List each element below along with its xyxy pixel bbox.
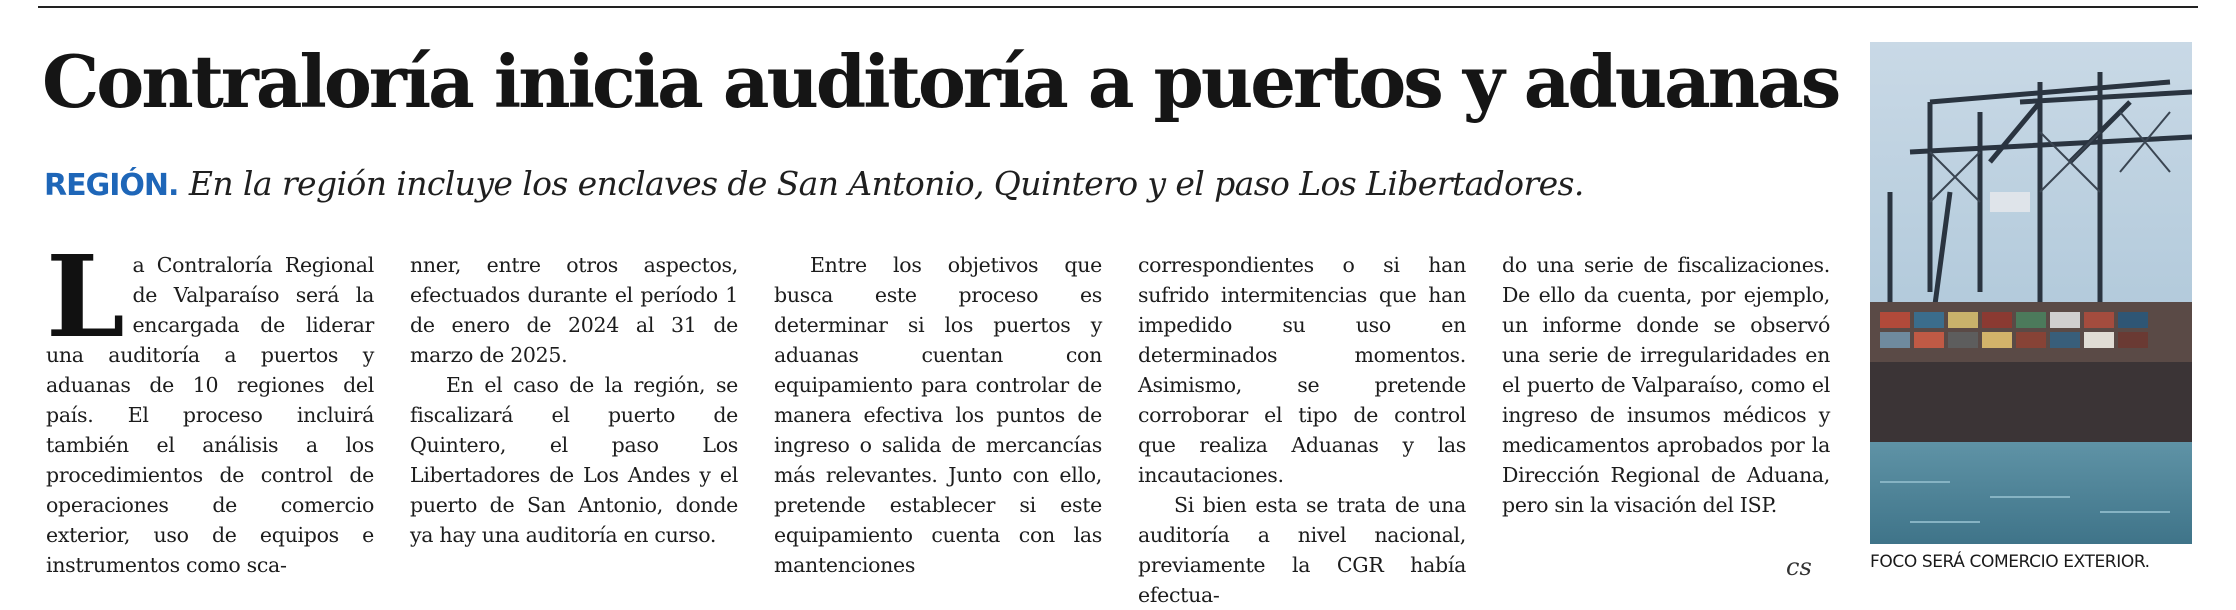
paragraph: a Contraloría Regional de Valparaíso será la encargada de liderar una auditoría a puertos y aduanas de 10 regiones del país. El proceso incluirá también el análisis a los procedimientos de control de operaciones de comercio exterior, uso de equipos e instrumentos como sca- xyxy=(46,253,374,577)
drop-cap: L xyxy=(46,232,125,363)
article-column-4 xyxy=(1138,250,1466,610)
headline: Contraloría inicia auditoría a puertos y aduanas xyxy=(42,39,1839,124)
article-column-3 xyxy=(774,250,1102,580)
article-column-2 xyxy=(410,250,738,550)
paragraph: Si bien esta se trata de una auditoría a nivel nacional, previamente la CGR había efectua- xyxy=(1138,493,1466,607)
photo-caption: FOCO SERÁ COMERCIO EXTERIOR. xyxy=(1870,552,2150,572)
kicker-label: REGIÓN. xyxy=(44,168,179,203)
paragraph: En el caso de la región, se fiscalizará el puerto de Quintero, el paso Los Libertadores de Los Andes y el puerto de San Antonio, donde ya hay una auditoría en curso. xyxy=(410,373,738,547)
top-rule xyxy=(38,6,2198,8)
deck xyxy=(44,162,1584,208)
article-column-5 xyxy=(1502,250,1830,520)
article-column-1 xyxy=(46,232,374,580)
paragraph: nner, entre otros aspectos, efectuados durante el período 1 de enero de 2024 al 31 de marzo de 2025. xyxy=(410,253,738,367)
paragraph: do una serie de fiscalizaciones. De ello da cuenta, por ejemplo, un informe donde se observó una serie de irregularidades en el puerto de Valparaíso, como el ingreso de insumos médicos y medicamentos aprobados por la Dirección Regional de Aduana, pero sin la visación del ISP. xyxy=(1502,253,1830,517)
end-mark-icon: cs xyxy=(1786,553,1812,581)
paragraph: Entre los objetivos que busca este proceso es determinar si los puertos y aduanas cuentan con equipamiento para controlar de manera efectiva los puntos de ingreso o salida de mercancías más relevantes. Junto con ello, pretende establecer si este equipamiento cuenta con las mantenciones xyxy=(774,253,1102,577)
deck-text: En la región incluye los enclaves de San Antonio, Quintero y el paso Los Libertadores. xyxy=(188,164,1584,203)
paragraph: correspondientes o si han sufrido intermitencias que han impedido su uso en determinados momentos. Asimismo, se pretende corroborar el tipo de control que realiza Aduanas y las incautaciones. xyxy=(1138,253,1466,487)
container-port-photo xyxy=(1870,42,2192,544)
